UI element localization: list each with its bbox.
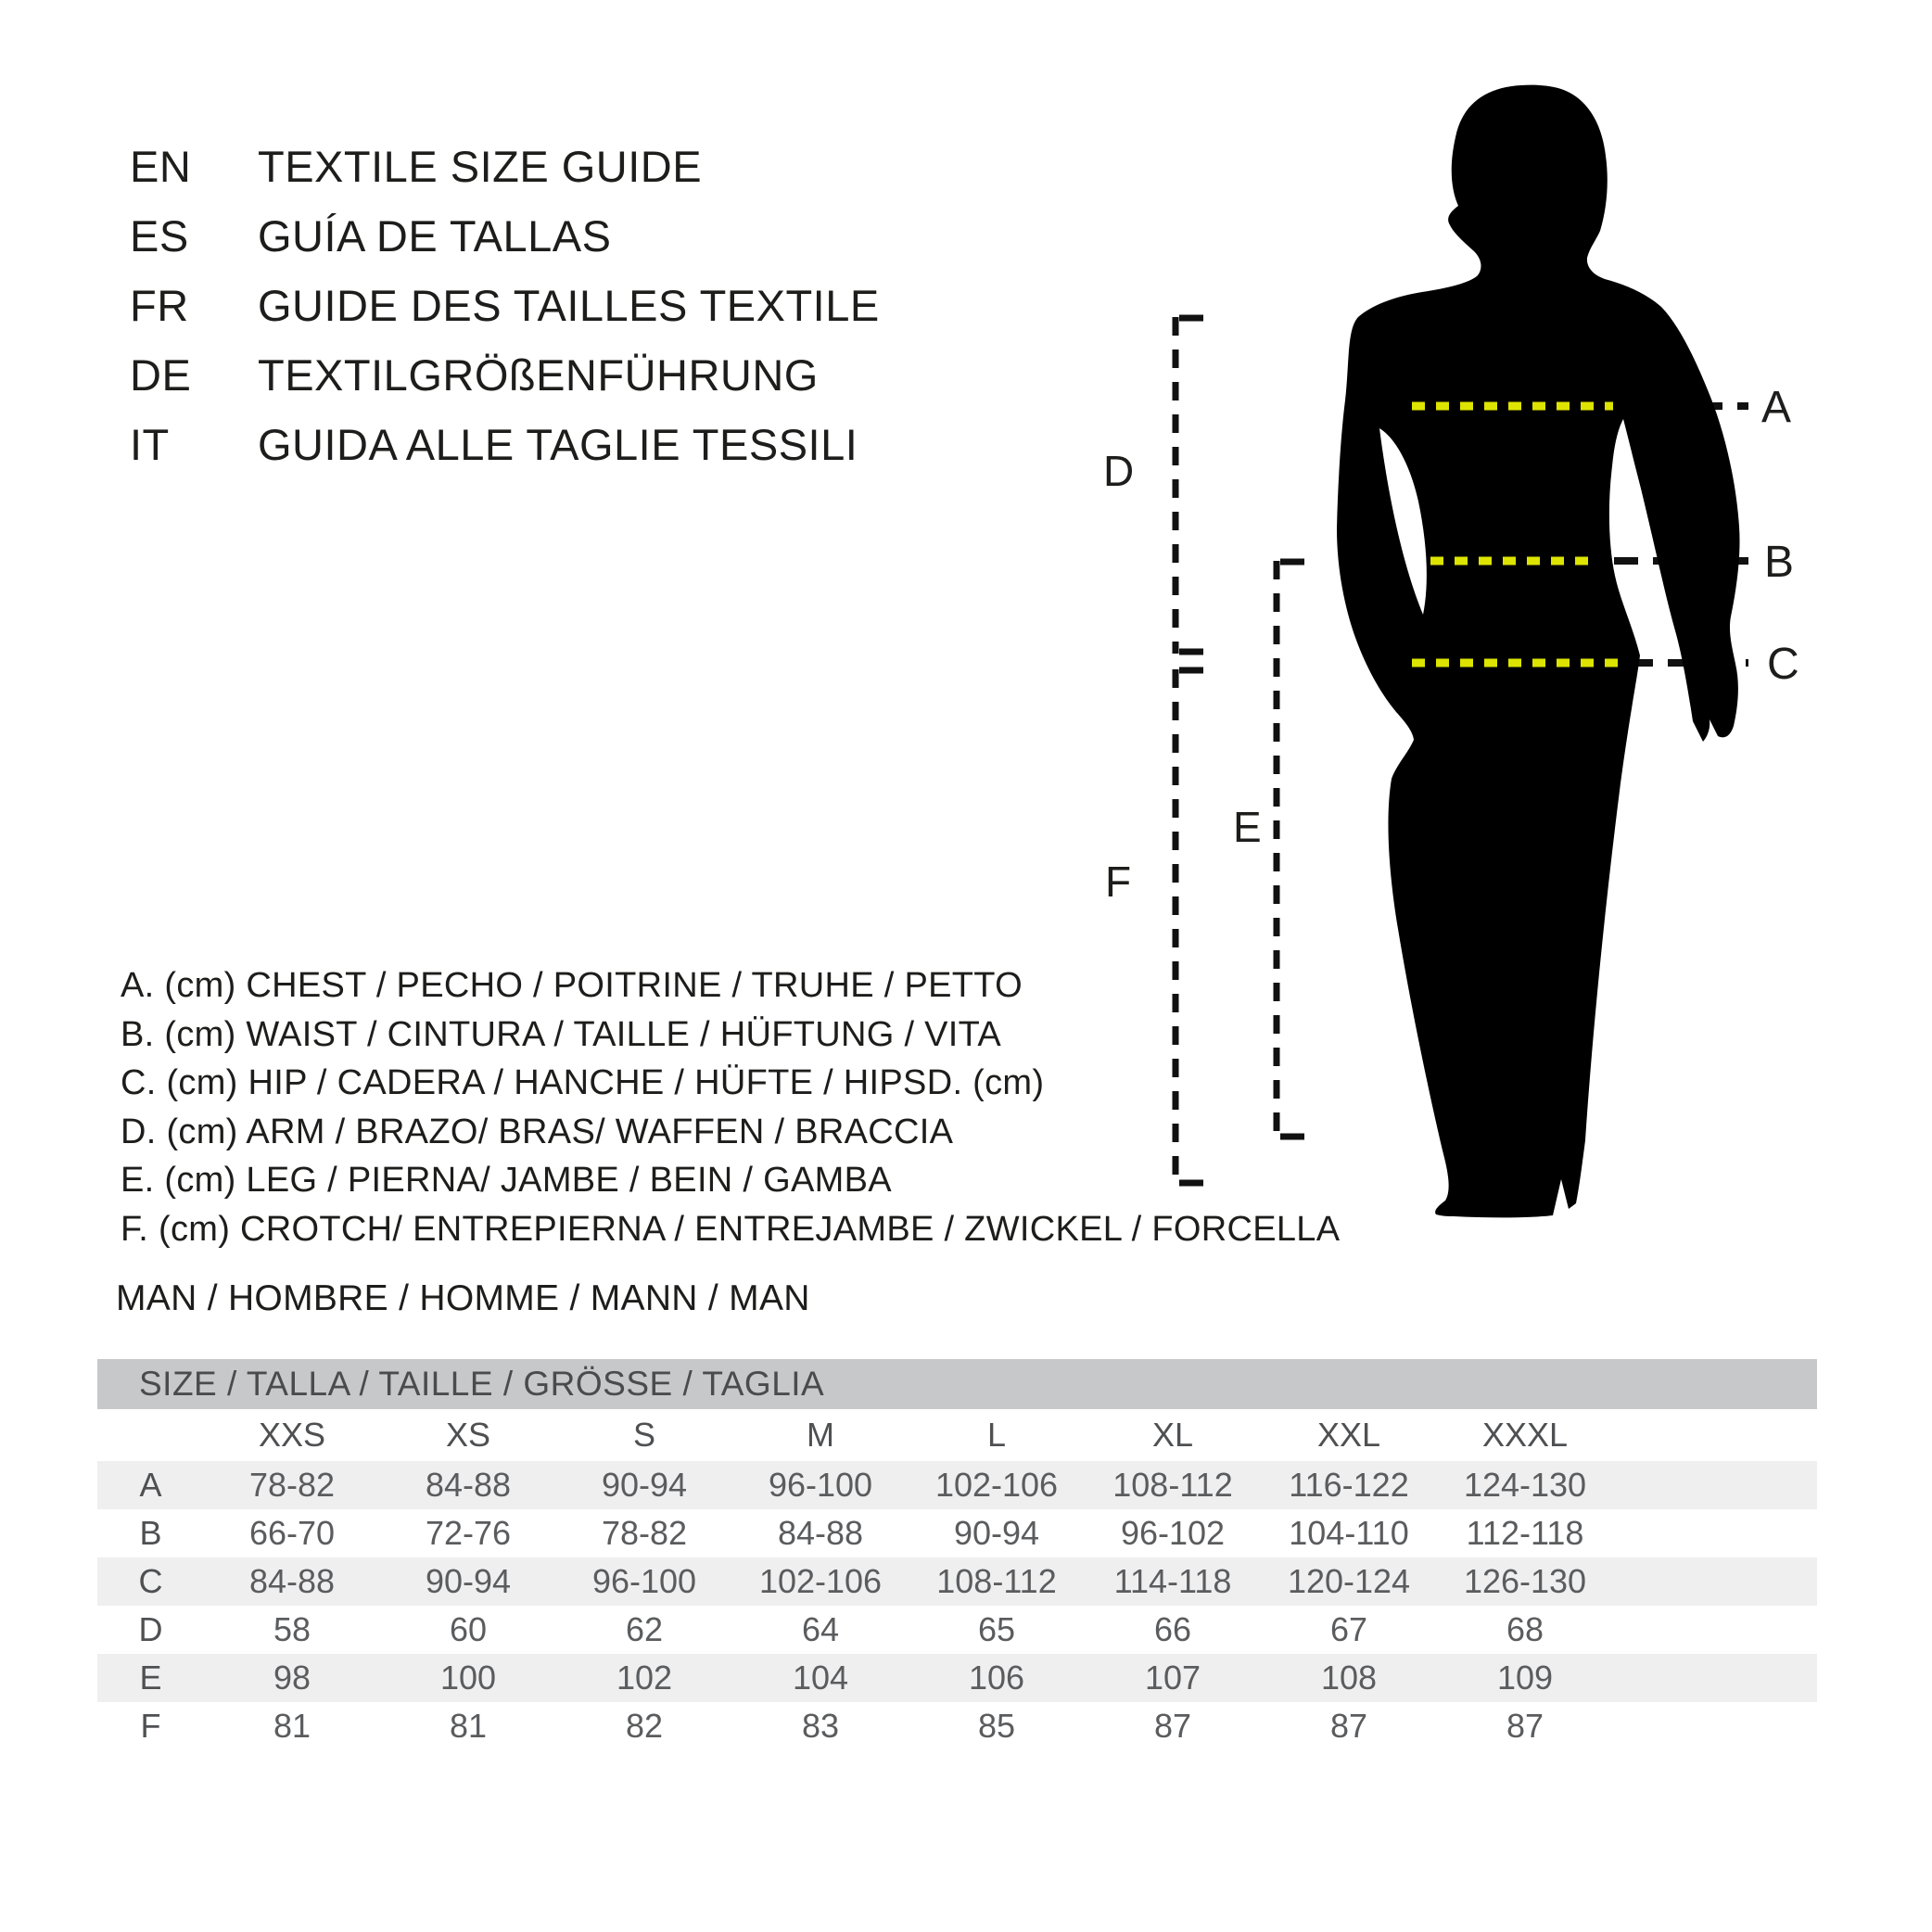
- cell: 84-88: [248, 1562, 336, 1600]
- language-code: DE: [130, 350, 192, 400]
- cell: 81: [273, 1707, 311, 1745]
- measure-line-chest: A. (cm) CHEST / PECHO / POITRINE / TRUHE / PETTO: [121, 966, 1023, 1005]
- cell: 67: [1329, 1610, 1368, 1648]
- cell: 114-118: [1113, 1562, 1232, 1600]
- cell: 87: [1329, 1707, 1368, 1745]
- column-header: XXXL: [1481, 1416, 1569, 1454]
- cell: 84-88: [425, 1466, 512, 1504]
- language-code: FR: [130, 281, 189, 330]
- table-row-leg: [97, 1654, 1817, 1702]
- language-code: ES: [130, 211, 189, 261]
- language-code: IT: [130, 420, 170, 469]
- cell: 90-94: [953, 1514, 1040, 1552]
- cell: 66-70: [248, 1514, 336, 1552]
- arm-label: D: [1103, 447, 1135, 495]
- column-header: XL: [1151, 1416, 1194, 1454]
- row-label: A: [139, 1466, 162, 1504]
- cell: 62: [625, 1610, 664, 1648]
- size-table-title: SIZE / TALLA / TAILLE / GRÖSSE / TAGLIA: [97, 1359, 1817, 1409]
- cell: 78-82: [601, 1514, 688, 1552]
- chest-label: A: [1761, 383, 1792, 432]
- gender-line: MAN / HOMBRE / HOMME / MANN / MAN: [116, 1278, 810, 1318]
- cell: 108: [1320, 1659, 1378, 1697]
- guide-title: TEXTILGRÖßENFÜHRUNG: [258, 350, 819, 400]
- table-row-arm: [97, 1606, 1817, 1654]
- column-header: M: [807, 1416, 834, 1454]
- cell: 68: [1506, 1610, 1544, 1648]
- guide-title: GUÍA DE TALLAS: [258, 211, 612, 261]
- cell: 85: [977, 1707, 1016, 1745]
- measure-line-arm: D. (cm) ARM / BRAZO/ BRAS/ WAFFEN / BRACCIA: [121, 1112, 954, 1151]
- cell: 87: [1506, 1707, 1544, 1745]
- cell: 98: [273, 1659, 311, 1697]
- cell: 106: [968, 1659, 1025, 1697]
- cell: 96-100: [768, 1466, 873, 1504]
- cell: 65: [977, 1610, 1016, 1648]
- guide-title: GUIDA ALLE TAGLIE TESSILI: [258, 420, 858, 469]
- column-header: XXL: [1316, 1416, 1381, 1454]
- cell: 78-82: [248, 1466, 336, 1504]
- size-table: [97, 1359, 1817, 1750]
- cell: 58: [273, 1610, 311, 1648]
- measure-line-leg: E. (cm) LEG / PIERNA/ JAMBE / BEIN / GAMBA: [121, 1161, 892, 1201]
- cell: 64: [801, 1610, 840, 1648]
- cell: 126-130: [1463, 1562, 1587, 1600]
- measure-line-waist: B. (cm) WAIST / CINTURA / TAILLE / HÜFTUNG / VITA: [121, 1014, 1002, 1054]
- cell: 72-76: [425, 1514, 512, 1552]
- row-label: F: [140, 1707, 161, 1745]
- cell: 107: [1144, 1659, 1201, 1697]
- cell: 90-94: [425, 1562, 512, 1600]
- cell: 112-118: [1466, 1514, 1584, 1552]
- cell: 102: [616, 1659, 673, 1697]
- column-header: XXS: [258, 1416, 326, 1454]
- cell: 104: [792, 1659, 849, 1697]
- cell: 96-102: [1120, 1514, 1226, 1552]
- waist-label: B: [1764, 538, 1795, 587]
- table-row-chest: [97, 1461, 1817, 1509]
- corner-cell: [97, 1409, 204, 1461]
- hip-label: C: [1767, 640, 1799, 689]
- table-row-crotch: [97, 1702, 1817, 1750]
- cell: 81: [449, 1707, 488, 1745]
- table-row-hip: [97, 1557, 1817, 1606]
- row-label: C: [138, 1562, 163, 1600]
- cell: 102-106: [758, 1562, 883, 1600]
- row-label: B: [139, 1514, 162, 1552]
- row-label: E: [139, 1659, 162, 1697]
- measure-line-crotch: F. (cm) CROTCH/ ENTREPIERNA / ENTREJAMBE / ZWICKEL / FORCELLA: [121, 1209, 1341, 1249]
- cell: 120-124: [1287, 1562, 1411, 1600]
- cell: 90-94: [601, 1466, 688, 1504]
- column-header: XS: [445, 1416, 491, 1454]
- crotch-label: F: [1105, 858, 1132, 906]
- measure-line-ticks: [1179, 318, 1304, 1183]
- measure-line-hip: C. (cm) HIP / CADERA / HANCHE / HÜFTE / HIPSD. (cm): [121, 1063, 1045, 1103]
- cell: 102-106: [934, 1466, 1059, 1504]
- cell: 116-122: [1289, 1466, 1409, 1504]
- cell: 60: [449, 1610, 488, 1648]
- column-header: L: [986, 1416, 1007, 1454]
- cell: 87: [1153, 1707, 1192, 1745]
- row-label: D: [138, 1610, 163, 1648]
- guide-title: GUIDE DES TAILLES TEXTILE: [258, 281, 880, 330]
- cell: 109: [1496, 1659, 1554, 1697]
- cell: 100: [439, 1659, 497, 1697]
- cell: 96-100: [591, 1562, 697, 1600]
- table-row-waist: [97, 1509, 1817, 1557]
- vertical-measure-lines: [1176, 317, 1277, 1185]
- cell: 124-130: [1463, 1466, 1587, 1504]
- man-silhouette: [1337, 85, 1740, 1218]
- leg-label: E: [1233, 803, 1262, 851]
- cell: 83: [801, 1707, 840, 1745]
- cell: 108-112: [1112, 1466, 1233, 1504]
- cell: 82: [625, 1707, 664, 1745]
- size-table-column-headers: [97, 1409, 1817, 1461]
- cell: 104-110: [1289, 1514, 1409, 1552]
- column-header: S: [632, 1416, 655, 1454]
- guide-title: TEXTILE SIZE GUIDE: [258, 142, 703, 191]
- language-code: EN: [130, 142, 192, 191]
- cell: 108-112: [936, 1562, 1057, 1600]
- cell: 84-88: [777, 1514, 864, 1552]
- cell: 66: [1153, 1610, 1192, 1648]
